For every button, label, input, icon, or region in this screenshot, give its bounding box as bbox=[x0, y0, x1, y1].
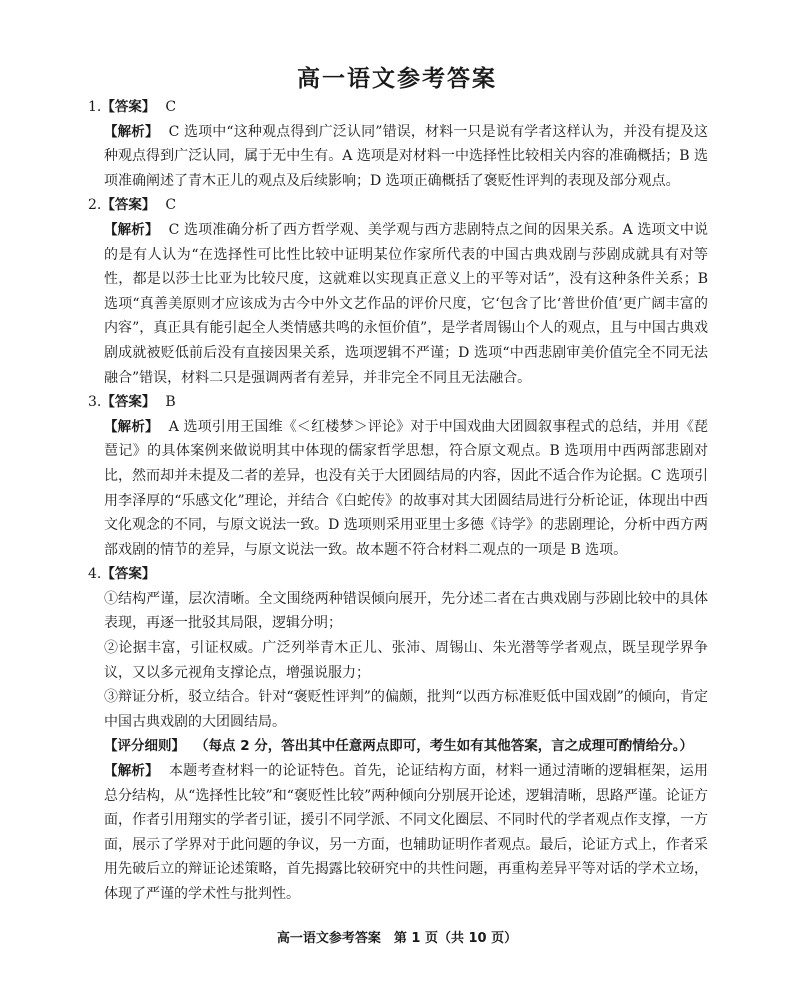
question-4-point-1: ①结构严谨，层次清晰。全文围绕两种错误倾向展开，先分述二者在古典戏剧与莎剧比较中的具体表现，再逐一批驳其局限，逻辑分明； bbox=[104, 590, 708, 632]
question-1-number: 1. bbox=[88, 99, 102, 115]
question-4-analysis-text: 本题考查材料一的论证特色。首先，论证结构方面，材料一通过清晰的逻辑框架，运用总分结构，从“选择性比较”和“褒贬性比较”两种倾向分别展开论述，逻辑清晰，思路严谨。论证方面，作者引用翔实的学者引证，援引不同学派、不同文化圈层、不同时代的学者观点作支撑，一方面，展示了学界对于此问题的争议，另一方面，也辅助证明作者观点。最后，论证方式上，作者采用先破后立的辩证论述策略，首先揭露比较研究中的共性问题，再重构差异平等对话的学术立场，体现了严谨的学术性与批判性。 bbox=[104, 763, 709, 902]
answer-label: 【答案】 bbox=[101, 566, 156, 583]
scoring-label: 【评分细则】 bbox=[104, 738, 185, 755]
analysis-label: 【解析】 bbox=[104, 763, 159, 780]
answer-content bbox=[88, 95, 708, 907]
page-title: 高一语文参考答案 bbox=[297, 66, 497, 92]
question-4-number: 4. bbox=[88, 566, 102, 583]
question-1-analysis bbox=[88, 120, 708, 194]
answer-label: 【答案】 bbox=[101, 197, 156, 214]
answer-label: 【答案】 bbox=[101, 99, 156, 115]
question-2-analysis bbox=[88, 218, 708, 390]
question-4-analysis bbox=[88, 759, 708, 907]
page-footer: 高一语文参考答案 第 1 页（共 10 页） bbox=[276, 931, 518, 946]
question-2-answer-line bbox=[88, 193, 708, 218]
question-4-point-2: ②论据丰富，引证权威。广泛列举青木正儿、张沛、周锡山、朱光潜等学者观点，既呈现学界争议，又以多元视角支撑论点，增强说服力； bbox=[104, 640, 708, 681]
question-2-answer: C bbox=[165, 197, 177, 214]
analysis-label: 【解析】 bbox=[104, 221, 159, 238]
question-1-analysis-text: C 选项中“这种观点得到广泛认同”错误，材料一只是说有学者这样认为，并没有提及这种观点得到广泛认同，属于无中生有。A 选项是对材料一中选择性比较相关内容的准确概括；B 选项准确阐述了青木正儿的观点及后续影响；D 选项正确概括了褒贬性评判的表现及部分观点。 bbox=[104, 123, 708, 189]
question-3-answer: B bbox=[165, 394, 176, 411]
question-4-scoring bbox=[88, 734, 708, 759]
question-3-analysis-text: A 选项引用王国维《＜红楼梦＞评论》对于中国戏曲大团圆叙事程式的总结，并用《琵琶记》的具体案例来做说明其中体现的儒家哲学思想，符合原文观点。B 选项用中西两部悲剧对比，然而却并未提及二者的差异，也没有关于大团圆结局的内容，因此不适合作为论据。C 选项引用李泽厚的“乐感文化”理论，并结合《白蛇传》的故事对其大团圆结局进行分析论证，体现出中西文化观念的不同，与原文说法一致。D 选项则采用亚里士多德《诗学》的悲剧理论，分析中西方两部戏剧的情节的差异，与原文说法一致。故本题不符合材料二观点的一项是 B 选项。 bbox=[104, 418, 709, 558]
question-3-analysis bbox=[88, 415, 708, 563]
question-4-point-3: ③辩证分析，驳立结合。针对“褒贬性评判”的偏颇，批判“以西方标准贬低中国戏剧”的倾向，肯定中国古典戏剧的大团圆结局。 bbox=[104, 689, 708, 730]
question-3-answer-line bbox=[88, 390, 708, 415]
analysis-label: 【解析】 bbox=[104, 123, 159, 140]
question-1-answer-line bbox=[88, 95, 708, 120]
question-2-analysis-text: C 选项准确分析了西方哲学观、美学观与西方悲剧特点之间的因果关系。A 选项文中说的是有人认为“在选择性可比性比较中证明某位作家所代表的中国古典戏剧与莎剧成就具有对等性，都是以莎士比亚为比较尺度，这就难以实现真正意义上的平等对话”，没有这种条件关系；B 选项“真善美原则才应该成为古今中外文艺作品的评价尺度，它‘包含了比‘普世价值’更广阔丰富的内容”，真正具有能引起全人类情感共鸣的永恒价值”，是学者周锡山个人的观点，且与中国古典戏剧成就被贬低前后没有直接因果关系，选项逻辑不严谨；D 选项“中西悲剧审美价值完全不同无法融合”错误，材料二只是强调两者有差异，并非完全不同且无法融合。 bbox=[104, 221, 708, 386]
question-4-answer-line bbox=[88, 562, 708, 587]
analysis-label: 【解析】 bbox=[104, 418, 159, 435]
scoring-note: （每点 2 分，答出其中任意两点即可，考生如有其他答案，言之成理可酌情给分。） bbox=[195, 738, 694, 755]
question-2-number: 2. bbox=[88, 197, 102, 214]
question-1-answer: C bbox=[165, 99, 177, 115]
answer-label: 【答案】 bbox=[101, 394, 156, 411]
question-3-number: 3. bbox=[88, 394, 102, 411]
